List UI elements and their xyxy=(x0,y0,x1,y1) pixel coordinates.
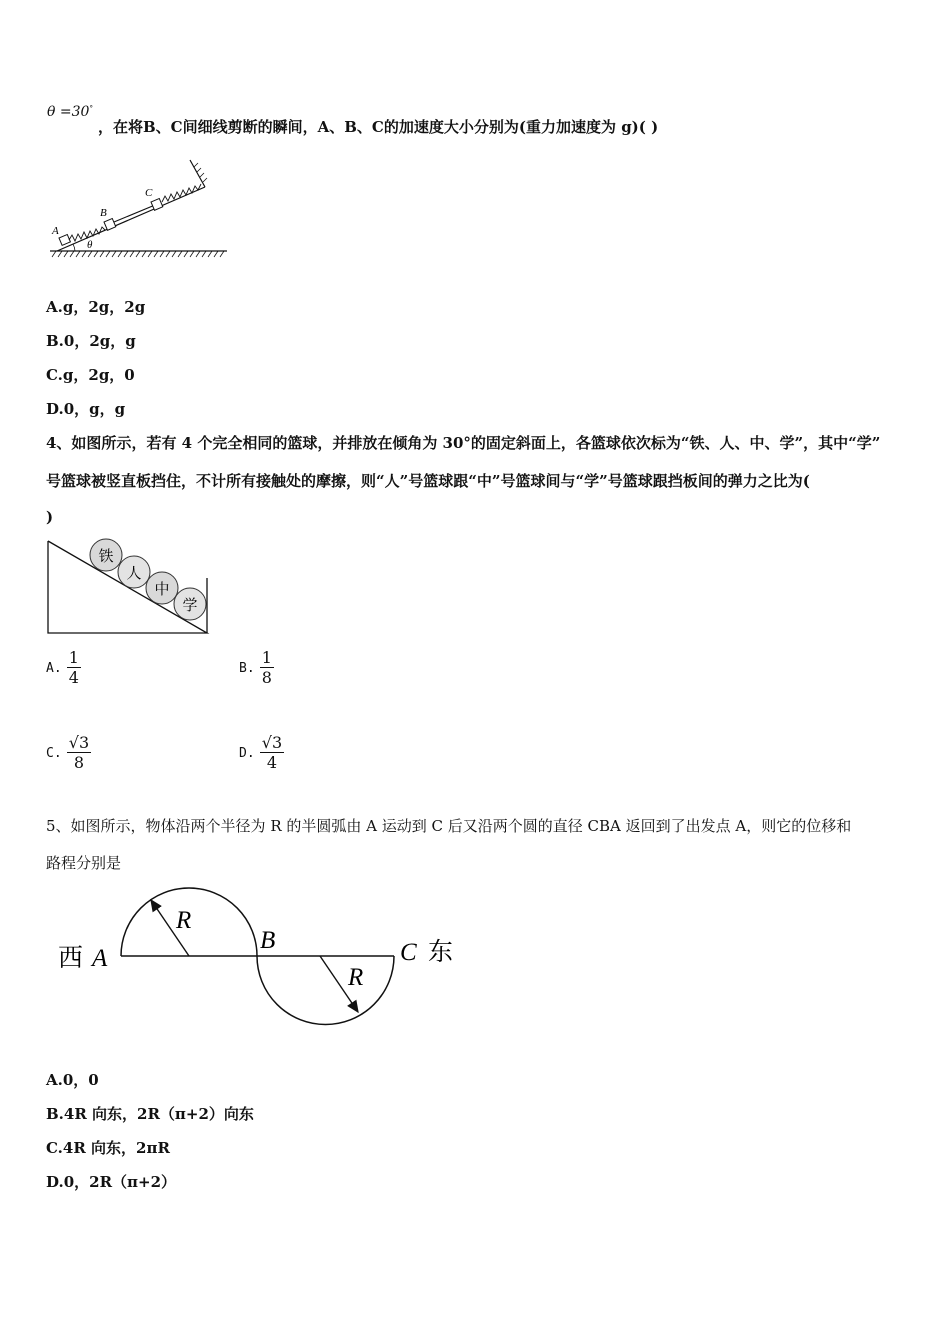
q4-option-c[interactable]: C. $\frac{√3}{8}$ xyxy=(46,733,90,772)
label-theta: θ xyxy=(87,239,93,251)
q4-option-b[interactable]: B. $\frac{1}{8}$ xyxy=(239,648,272,687)
label-c: C xyxy=(400,939,417,966)
q4-stem-line-2: 号篮球被竖直板挡住，不计所有接触处的摩擦，则“人”号篮球跟“中”号篮球间与“学”号篮球跟挡板间的弹力之比为( xyxy=(46,472,810,490)
q3-option-c[interactable]: C.g，2g，0 xyxy=(46,366,135,384)
string-bc xyxy=(114,205,155,222)
q4-stem-line-1: 4、如图所示，若有 4 个完全相同的篮球，并排放在倾角为 30°的固定斜面上，各篮球依次标为“铁、人、中、学”，其中“学” xyxy=(46,434,881,452)
block-a xyxy=(59,234,70,245)
label-east: 东 xyxy=(428,939,454,966)
svg-text:学: 学 xyxy=(182,598,198,614)
q3-stem: ，在将B、C间细线剪断的瞬间，A、B、C的加速度大小分别为(重力加速度为 g)( ) xyxy=(98,118,659,136)
q3-option-d[interactable]: D.0，g，g xyxy=(46,400,126,418)
block-c xyxy=(151,198,163,210)
block-b xyxy=(104,218,116,230)
q5-stem-line-1: 5、如图所示，物体沿两个半径为 R 的半圆弧由 A 运动到 C 后又沿两个圆的直径 CBA 返回到了出发点 A，则它的位移和 xyxy=(46,817,852,835)
ground-hatching xyxy=(52,251,224,257)
label-c: C xyxy=(145,187,153,199)
q3-option-a[interactable]: A.g，2g，2g xyxy=(46,298,146,316)
q5-option-d[interactable]: D.0，2R（π+2） xyxy=(46,1173,177,1191)
label-b: B xyxy=(260,927,276,954)
spring-c-wall xyxy=(162,184,201,202)
q3-theta-expression: θ =30° xyxy=(47,104,93,120)
label-b: B xyxy=(100,207,107,219)
q3-option-b[interactable]: B.0，2g，g xyxy=(46,332,136,350)
lower-semicircle xyxy=(257,956,394,1025)
fraction: $\frac{√3}{4}$ xyxy=(261,733,283,772)
label-west: 西 xyxy=(58,945,84,972)
label-a: A xyxy=(92,945,108,972)
fraction: $\frac{1}{8}$ xyxy=(261,648,272,687)
q5-stem-line-2: 路程分别是 xyxy=(46,854,122,872)
theta-value: θ =30 xyxy=(47,104,90,120)
q5-option-a[interactable]: A.0，0 xyxy=(46,1071,99,1089)
svg-text:人: 人 xyxy=(126,566,142,582)
fraction: $\frac{√3}{8}$ xyxy=(68,733,90,772)
q4-option-d[interactable]: D. $\frac{√3}{4}$ xyxy=(239,733,283,772)
label-a: A xyxy=(52,225,59,237)
q4-option-a[interactable]: A. $\frac{1}{4}$ xyxy=(46,648,79,687)
q3-incline-spring-figure xyxy=(45,150,235,262)
q5-option-b[interactable]: B.4R 向东，2R（π+2）向东 xyxy=(46,1105,254,1123)
label-r-lower: R xyxy=(348,964,364,991)
incline-surface xyxy=(57,187,205,251)
q4-basketball-incline-figure xyxy=(45,538,213,638)
q5-option-c[interactable]: C.4R 向东，2πR xyxy=(46,1139,170,1157)
ball-ren xyxy=(118,556,150,588)
q4-stem-line-3: ) xyxy=(46,508,54,526)
label-r-upper: R xyxy=(176,907,192,934)
ball-xue xyxy=(174,588,206,620)
svg-text:铁: 铁 xyxy=(98,549,114,565)
svg-text:中: 中 xyxy=(154,582,170,598)
fraction: $\frac{1}{4}$ xyxy=(68,648,79,687)
theta-arc xyxy=(73,244,75,251)
ball-zhong xyxy=(146,572,178,604)
ball-tie xyxy=(90,539,122,571)
q5-semicircle-path-figure xyxy=(50,880,470,1030)
